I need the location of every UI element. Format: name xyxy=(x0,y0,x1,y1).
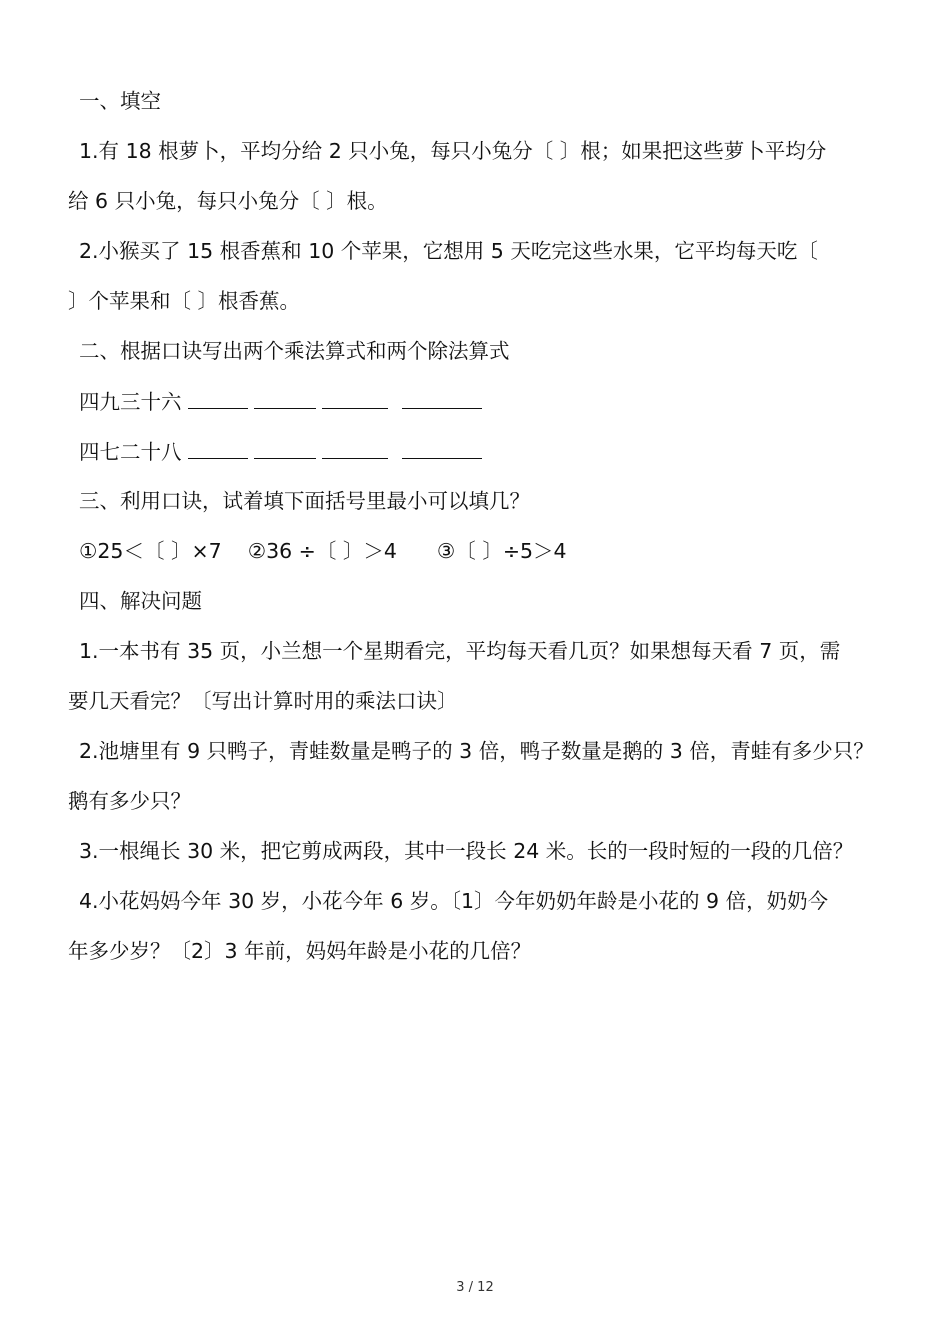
section-2-title: 二、根据口诀写出两个乘法算式和两个除法算式 xyxy=(79,339,510,363)
problem-4-2-line-2: 鹅有多少只？ xyxy=(68,789,191,813)
problem-4-1-line-2: 要几天看完？〔写出计算时用的乘法口诀〕 xyxy=(68,689,458,713)
problem-4-2-line-1: 2.池塘里有 9 只鸭子，青蛙数量是鸭子的 3 倍，鸭子数量是鹅的 3 倍，青蛙有多少只？ xyxy=(79,739,874,763)
problem-4-3: 3.一根绳长 30 米，把它剪成两段，其中一段长 24 米。长的一段时短的一段的几倍？ xyxy=(79,839,854,863)
section-4-title: 四、解决问题 xyxy=(79,589,202,613)
question-1-1-line-2: 给 6 只小兔，每只小兔分〔 〕根。 xyxy=(68,189,388,213)
inequality-3: ③〔 〕÷5＞4 xyxy=(436,539,567,563)
formula-row-1 xyxy=(79,386,919,417)
formula-row-2-label: 四七二十八 xyxy=(79,440,182,464)
section-1-title: 一、填空 xyxy=(79,89,161,113)
page-number: 3 / 12 xyxy=(456,1280,494,1295)
inequality-row xyxy=(79,536,919,566)
section-3-title: 三、利用口诀，试着填下面括号里最小可以填几？ xyxy=(79,489,530,513)
inequality-1: ①25＜〔 〕×7 xyxy=(79,539,222,563)
formula-row-1-label: 四九三十六 xyxy=(79,390,182,414)
problem-4-4-line-1: 4.小花妈妈今年 30 岁，小花今年 6 岁。〔1〕今年奶奶年龄是小花的 9 倍，奶奶今 xyxy=(79,889,829,913)
inequality-2: ②36 ÷〔 〕＞4 xyxy=(247,539,397,563)
answer-blank[interactable] xyxy=(402,436,482,459)
answer-blank[interactable] xyxy=(254,436,316,459)
problem-4-1-line-1: 1.一本书有 35 页，小兰想一个星期看完，平均每天看几页？如果想每天看 7 页，需 xyxy=(79,639,841,663)
question-1-1-line-1: 1.有 18 根萝卜，平均分给 2 只小兔，每只小兔分〔 〕根；如果把这些萝卜平均分 xyxy=(79,139,827,163)
answer-blank[interactable] xyxy=(402,386,482,409)
answer-blank[interactable] xyxy=(322,436,388,459)
answer-blank[interactable] xyxy=(254,386,316,409)
problem-4-4-line-2: 年多少岁？〔2〕3 年前，妈妈年龄是小花的几倍？ xyxy=(68,939,532,963)
answer-blank[interactable] xyxy=(188,386,248,409)
answer-blank[interactable] xyxy=(188,436,248,459)
question-1-2-line-1: 2.小猴买了 15 根香蕉和 10 个苹果，它想用 5 天吃完这些水果，它平均每天吃〔 xyxy=(79,239,818,263)
formula-row-2 xyxy=(79,436,919,467)
answer-blank[interactable] xyxy=(322,386,388,409)
question-1-2-line-2: 〕个苹果和〔 〕根香蕉。 xyxy=(68,289,301,313)
